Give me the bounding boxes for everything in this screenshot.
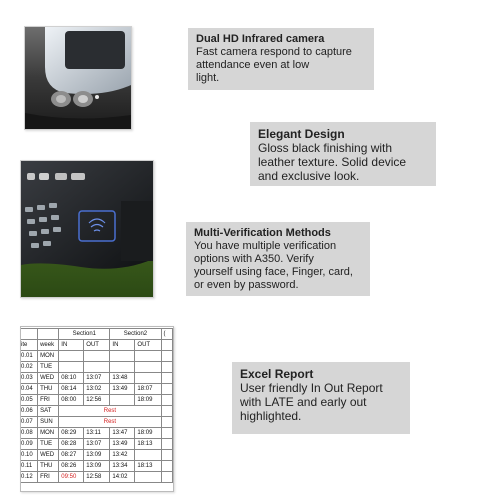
table-cell: 12:56 <box>84 395 110 406</box>
table-header-cell: OUT <box>84 340 110 351</box>
report-table-body <box>20 329 173 483</box>
feature-title: Excel Report <box>240 367 314 381</box>
table-cell: 18:09 <box>135 428 161 439</box>
camera-illustration <box>25 27 131 129</box>
table-cell <box>161 450 172 461</box>
feature-title: Multi-Verification Methods <box>194 227 331 239</box>
table-header-cell: Section2 <box>110 329 161 340</box>
table-row <box>20 472 173 483</box>
feature-desc-line: light. <box>196 72 220 84</box>
table-row <box>20 461 173 472</box>
table-cell: 0.06 <box>20 406 38 417</box>
table-cell <box>59 351 84 362</box>
table-row <box>20 439 173 450</box>
feature-desc-line: attendance even at low <box>196 59 310 71</box>
table-cell: 13:34 <box>110 461 135 472</box>
table-cell: MON <box>38 428 59 439</box>
table-cell: 0.02 <box>20 362 38 373</box>
table-cell <box>110 351 135 362</box>
feature-title: Dual HD Infrared camera <box>196 33 325 45</box>
table-header-cell: IN <box>59 340 84 351</box>
table-cell <box>161 362 172 373</box>
table-cell: 0.01 <box>20 351 38 362</box>
table-row <box>20 395 173 406</box>
table-cell: 18:09 <box>135 395 161 406</box>
table-cell: 18:13 <box>135 461 161 472</box>
table-header-cell <box>20 329 38 340</box>
rest-cell: Rest <box>59 417 161 428</box>
table-cell: SUN <box>38 417 59 428</box>
feature-desc-line: User friendly In Out Report <box>240 381 383 395</box>
table-cell: 08:26 <box>59 461 84 472</box>
table-cell <box>161 417 172 428</box>
table-cell: 13:02 <box>84 384 110 395</box>
table-cell: THU <box>38 461 59 472</box>
table-cell <box>161 395 172 406</box>
table-cell: 08:29 <box>59 428 84 439</box>
excel-report-image <box>20 326 174 492</box>
report-table <box>20 328 173 483</box>
table-cell: TUE <box>38 362 59 373</box>
feature-desc-line: and exclusive look. <box>258 169 360 183</box>
feature-desc-line: options with A350. Verify <box>194 253 314 265</box>
table-cell: FRI <box>38 472 59 483</box>
feature-desc-line: highlighted. <box>240 409 302 423</box>
table-cell <box>135 472 161 483</box>
table-cell: MON <box>38 351 59 362</box>
table-cell <box>135 450 161 461</box>
table-cell <box>59 362 84 373</box>
feature-box-design <box>250 122 436 186</box>
table-cell <box>161 461 172 472</box>
table-cell: 08:00 <box>59 395 84 406</box>
table-cell: 12:58 <box>84 472 110 483</box>
table-cell: 08:28 <box>59 439 84 450</box>
feature-title: Elegant Design <box>258 127 345 141</box>
keypad-illustration <box>21 161 153 297</box>
table-cell: 08:27 <box>59 450 84 461</box>
table-cell: 0.04 <box>20 384 38 395</box>
table-header-cell: week <box>38 340 59 351</box>
table-header-cell <box>38 329 59 340</box>
table-cell: 13:07 <box>84 439 110 450</box>
table-cell: 13:11 <box>84 428 110 439</box>
table-cell <box>161 384 172 395</box>
table-header-cell: OUT <box>135 340 161 351</box>
table-cell: 13:09 <box>84 461 110 472</box>
table-cell <box>84 351 110 362</box>
table-cell <box>135 362 161 373</box>
camera-photo <box>24 26 132 130</box>
table-cell: 09:50 <box>59 472 84 483</box>
table-cell <box>161 373 172 384</box>
table-row <box>20 373 173 384</box>
table-cell <box>161 406 172 417</box>
table-cell <box>161 472 172 483</box>
feature-desc-line: You have multiple verification <box>194 240 337 252</box>
rest-cell: Rest <box>59 406 161 417</box>
table-cell <box>161 439 172 450</box>
table-cell: TUE <box>38 439 59 450</box>
feature-desc-line: with LATE and early out <box>240 395 367 409</box>
table-cell: 13:49 <box>110 384 135 395</box>
table-header-row <box>20 329 173 340</box>
table-cell: 0.08 <box>20 428 38 439</box>
table-cell <box>161 428 172 439</box>
table-cell: 0.07 <box>20 417 38 428</box>
table-cell: 0.12 <box>20 472 38 483</box>
table-cell: THU <box>38 384 59 395</box>
table-row <box>20 450 173 461</box>
table-cell <box>135 351 161 362</box>
feature-desc-line: Fast camera respond to capture <box>196 46 352 58</box>
table-cell <box>110 362 135 373</box>
table-cell: 13:47 <box>110 428 135 439</box>
feature-box-camera <box>188 28 374 90</box>
table-cell: 0.03 <box>20 373 38 384</box>
table-cell: 13:09 <box>84 450 110 461</box>
table-cell: FRI <box>38 395 59 406</box>
table-cell: 08:14 <box>59 384 84 395</box>
table-cell: 14:02 <box>110 472 135 483</box>
table-header-row <box>20 340 173 351</box>
feature-box-verification <box>186 222 370 296</box>
table-header-cell: ( <box>161 329 172 340</box>
table-cell: 0.09 <box>20 439 38 450</box>
table-cell: 0.10 <box>20 450 38 461</box>
table-cell <box>110 395 135 406</box>
table-row <box>20 428 173 439</box>
table-cell: WED <box>38 373 59 384</box>
table-row <box>20 362 173 373</box>
table-cell: 13:49 <box>110 439 135 450</box>
feature-desc-line: or even by password. <box>194 279 299 291</box>
table-row <box>20 417 173 428</box>
table-row <box>20 384 173 395</box>
feature-box-excel <box>232 362 410 434</box>
table-cell: 08:10 <box>59 373 84 384</box>
table-row <box>20 351 173 362</box>
table-header-cell <box>161 340 172 351</box>
table-cell: 18:13 <box>135 439 161 450</box>
table-header-cell: ite <box>20 340 38 351</box>
table-cell <box>135 373 161 384</box>
table-header-cell: Section1 <box>59 329 110 340</box>
table-cell: 13:48 <box>110 373 135 384</box>
table-cell <box>161 351 172 362</box>
table-cell: SAT <box>38 406 59 417</box>
table-header-cell: IN <box>110 340 135 351</box>
table-cell: 0.05 <box>20 395 38 406</box>
table-cell: WED <box>38 450 59 461</box>
table-cell: 18:07 <box>135 384 161 395</box>
table-row <box>20 406 173 417</box>
table-cell: 13:07 <box>84 373 110 384</box>
table-cell: 0.11 <box>20 461 38 472</box>
feature-desc-line: leather texture. Solid device <box>258 155 407 169</box>
feature-desc-line: yourself using face, Finger, card, <box>194 266 353 278</box>
table-cell <box>84 362 110 373</box>
keypad-photo <box>20 160 154 298</box>
table-cell: 13:42 <box>110 450 135 461</box>
feature-desc-line: Gloss black finishing with <box>258 141 393 155</box>
